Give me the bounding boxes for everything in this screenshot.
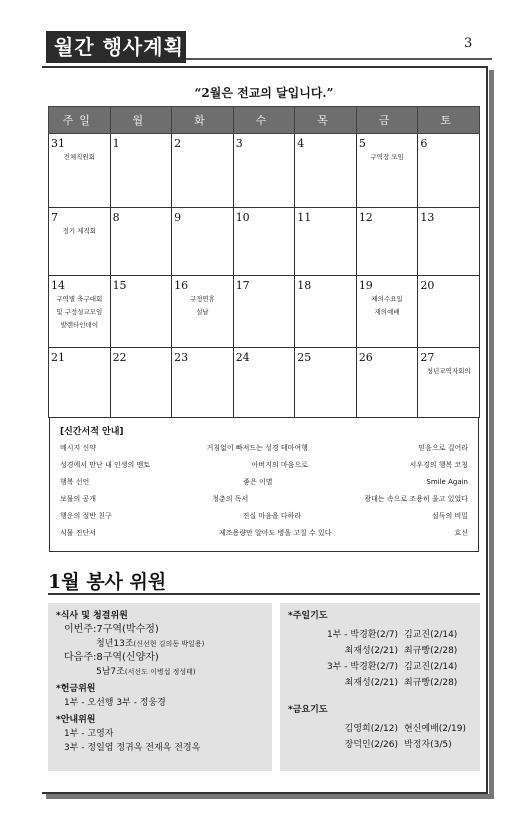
calendar-day-cell	[418, 134, 480, 208]
book-title: 식물 진단서	[60, 529, 97, 537]
day-number: 4	[297, 137, 305, 150]
prayer-entry: 박정자(3/5)	[404, 740, 452, 750]
calendar-day-cell	[49, 276, 111, 348]
calendar-day-cell	[49, 134, 111, 208]
cleaning-title: *식사 및 청결위원	[56, 611, 128, 621]
frame-shadow-right	[489, 70, 494, 798]
book-title: 거침없이 빠져드는 성경 테마여행	[206, 444, 308, 452]
this-week-sub-main: 청년13조	[96, 639, 134, 649]
frame-shadow-bottom	[46, 794, 494, 799]
prayer-row	[288, 737, 472, 753]
prayer-entry: 김교진(2/14)	[404, 630, 458, 640]
prayer-entry: 최재성(2/21)	[344, 646, 398, 656]
this-week-sub	[56, 637, 264, 651]
day-number: 9	[174, 211, 182, 224]
day-number: 16	[174, 279, 189, 292]
sunday-prayer-title: *주일기도	[288, 611, 328, 621]
day-event: 구정연휴	[189, 295, 215, 303]
calendar-day-cell	[110, 276, 172, 348]
calendar-day-cell	[418, 276, 480, 348]
prayer-row	[288, 659, 472, 675]
day-number: 31	[51, 137, 65, 150]
guide-first: 1부 - 고영자	[64, 729, 114, 739]
book-title: Smile Again	[426, 478, 468, 486]
book-title: 청춘의 독서	[212, 495, 249, 503]
monthly-theme: “2월은 전교의 달입니다.”	[194, 86, 334, 100]
calendar-week-row	[49, 134, 480, 208]
calendar-week-row	[49, 348, 480, 418]
day-number: 5	[358, 137, 366, 150]
calendar-week-row	[49, 276, 480, 348]
prayer-entry: 최재성(2/21)	[344, 678, 398, 688]
calendar-day-cell	[172, 348, 234, 418]
weekday-header: 토	[418, 107, 480, 134]
day-number: 13	[420, 211, 435, 224]
day-number: 17	[235, 279, 250, 292]
prayer-row	[288, 627, 472, 643]
weekday-header: 월	[110, 107, 172, 134]
next-week-sub-names: (서선도 이병섭 정성태)	[124, 668, 196, 676]
calendar-day-cell	[233, 348, 295, 418]
prayer-entry: 김영희(2/12)	[344, 724, 398, 734]
day-number: 14	[51, 279, 65, 292]
offering-members: 1부 - 오선행 3부 - 정웅경	[64, 698, 166, 708]
next-week-sub	[56, 665, 264, 679]
guide-title: *안내위원	[56, 715, 96, 725]
book-title: 제조용량만 알아도 병을 고칠 수 있다	[218, 529, 332, 537]
day-number: 21	[51, 351, 65, 364]
this-week-team: 이번주:7구역(박수정)	[64, 624, 159, 635]
new-books-title: [신간서적 안내]	[60, 427, 124, 437]
calendar-day-cell	[110, 348, 172, 418]
calendar-day-cell	[295, 134, 357, 208]
calendar-day-cell	[110, 208, 172, 276]
book-row	[60, 508, 468, 525]
weekday-header: 목	[295, 107, 357, 134]
book-title: 좋은 이별	[243, 478, 273, 486]
day-number: 20	[420, 279, 435, 292]
day-number: 6	[420, 137, 428, 150]
prayer-entry: 장덕인(2/26)	[344, 740, 398, 750]
day-number: 25	[297, 351, 312, 364]
prayer-row	[288, 721, 472, 737]
day-number: 27	[420, 351, 435, 364]
next-week-team: 다음주:8구역(신양자)	[64, 652, 159, 663]
calendar-day-cell	[356, 208, 418, 276]
calendar-day-cell	[172, 276, 234, 348]
prayer-entry: 최규빵(2/28)	[404, 678, 458, 688]
book-title: 보물의 공개	[60, 495, 97, 503]
calendar-day-cell	[356, 276, 418, 348]
day-number: 10	[235, 211, 250, 224]
day-number: 22	[112, 351, 127, 364]
day-event: 설날	[196, 308, 209, 316]
calendar-day-cell	[295, 348, 357, 418]
book-title: 효신	[454, 529, 468, 537]
book-row	[60, 491, 468, 508]
day-number: 24	[235, 351, 250, 364]
page-number: 3	[464, 36, 473, 51]
book-row	[60, 457, 468, 474]
prayer-entry: 현신예배(2/19)	[404, 724, 467, 734]
day-event: 발렌타인데이	[60, 321, 99, 329]
day-event: 및 구정성교모임	[56, 308, 103, 316]
day-number: 19	[358, 279, 373, 292]
day-number: 1	[112, 137, 120, 150]
title-rule	[186, 58, 492, 60]
calendar-table	[48, 106, 480, 418]
book-title: 아버지의 마음으로	[251, 461, 308, 469]
prayer-entry: 최규빵(2/28)	[404, 646, 458, 656]
book-title: 설득의 비밀	[431, 512, 468, 520]
day-event: 청년교역자회의	[426, 367, 471, 375]
day-number: 7	[51, 211, 58, 224]
book-row	[60, 525, 468, 542]
book-title: 행복 선언	[60, 478, 90, 486]
prayer-row	[288, 643, 472, 659]
calendar-day-cell	[172, 134, 234, 208]
calendar-day-cell	[110, 134, 172, 208]
guide-third: 3부 - 정일엽 정귀옥 전재옥 전경옥	[64, 743, 201, 753]
book-row	[60, 440, 468, 457]
book-title: 행운의 절반 친구	[60, 512, 112, 520]
service-panel-right	[280, 603, 480, 771]
calendar-day-cell	[418, 348, 480, 418]
book-title: 진실 마음을 다하라	[242, 512, 302, 520]
calendar-day-cell	[418, 208, 480, 276]
prayer-entry: 3부 - 박경환(2/7)	[327, 662, 398, 672]
calendar-day-cell	[233, 134, 295, 208]
calendar-day-cell	[295, 208, 357, 276]
weekday-header: 주일	[49, 107, 111, 134]
offering-title: *헌금위원	[56, 684, 96, 694]
day-number: 2	[174, 137, 182, 150]
day-number: 26	[358, 351, 373, 364]
day-number: 3	[235, 137, 243, 150]
day-event: 구역별 축구대회	[56, 295, 103, 303]
weekday-header: 금	[356, 107, 418, 134]
day-number: 12	[358, 211, 373, 224]
calendar-day-cell	[49, 208, 111, 276]
day-number: 11	[297, 211, 312, 224]
book-title: 광대는 속으로 조용히 울고 있었다	[364, 495, 468, 503]
day-event: 재의예배	[374, 308, 400, 316]
prayer-entry: 1부 - 박경환(2/7)	[327, 630, 398, 640]
calendar-day-cell	[233, 276, 295, 348]
book-row	[60, 474, 468, 491]
weekday-header: 수	[233, 107, 295, 134]
day-event: 전체직원회	[63, 153, 95, 161]
calendar-day-cell	[356, 348, 418, 418]
calendar-day-cell	[172, 208, 234, 276]
book-title: 믿음으로 걸어라	[418, 444, 468, 452]
calendar-week-row	[49, 208, 480, 276]
service-panel-left	[48, 603, 272, 771]
calendar-day-cell	[356, 134, 418, 208]
day-number: 18	[297, 279, 312, 292]
new-books-box	[49, 418, 479, 552]
prayer-entry: 김교진(2/14)	[404, 662, 458, 672]
day-number: 8	[112, 211, 120, 224]
book-title: 메시지 신약	[60, 444, 97, 452]
next-week-sub-main: 5남7조	[96, 667, 125, 677]
service-title: 1월 봉사 위원	[48, 571, 167, 593]
book-title: 서우경의 행복 코칭	[409, 461, 468, 469]
page-title: 월간 행사계획	[46, 31, 186, 63]
day-event: 구역장 모임	[370, 153, 404, 161]
weekday-header: 화	[172, 107, 234, 134]
service-rule	[48, 593, 480, 595]
calendar-day-cell	[233, 208, 295, 276]
calendar-day-cell	[295, 276, 357, 348]
day-number: 23	[174, 351, 189, 364]
day-event: 재의수요일	[371, 295, 403, 303]
this-week-sub-names: (신선현 김의동 박일용)	[133, 640, 205, 648]
calendar-day-cell	[49, 348, 111, 418]
prayer-row	[288, 675, 472, 691]
book-title: 성경에서 만난 내 인생의 멘토	[60, 461, 151, 469]
friday-prayer-title: *금요기도	[288, 705, 328, 715]
day-event: 정기 제직회	[62, 227, 97, 235]
day-number: 15	[112, 279, 127, 292]
